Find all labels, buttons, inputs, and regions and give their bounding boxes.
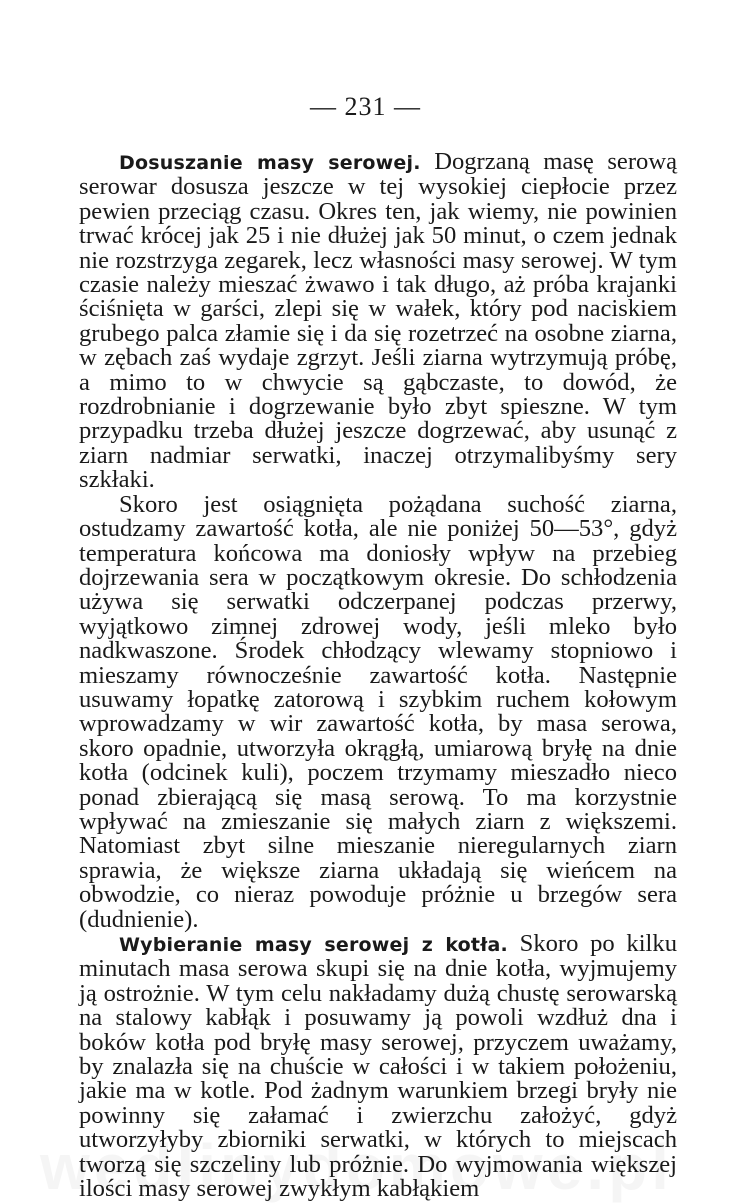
watermark-text bbox=[40, 1130, 673, 1204]
paragraph-cooling: Skoro jest osiągnięta pożądana suchość ziarna, ostudzamy zawartość kotła, ale nie poniżej 50—53°, gdyż temperatura końcowa ma doniosły wpływ na przebieg dojrzewania sera w początkowym okresie. Do schłodzenia używa się serwatki odczerpanej podczas przerwy, wyjątkowo zimnej zdrowej wody, jeśli mleko było nadkwaszone. Środek chłodzący wlewamy stopniowo i mieszamy równocześnie zawartość kotła. Następnie usuwamy łopatkę zatorową i szybkim ruchem kołowym wprowadzamy w wir zawartość kotła, by masa serowa, skoro opadnie, utworzyła okrągłą, umiarową bryłę na dnie kotła (odcinek kuli), poczem trzymamy mieszadło nieco ponad zbierającą się masą serową. To ma korzystnie wpływać na zmieszanie się małych ziarn z większemi. Natomiast zbyt silne mieszanie nieregularnych ziarn sprawia, że większe ziarna układają się wieńcem na obwodzie, co nieraz powoduje próżnie u brzegów sera (dudnienie). bbox=[79, 490, 677, 933]
section-heading-removal: Wybieranie masy serowej z kotła. bbox=[119, 934, 508, 956]
page-number: — 231 — bbox=[310, 92, 421, 121]
paragraph-drying-body: Dogrzaną masę serową serowar dosusza jeszcze w tej wysokiej ciepłocie przez pewien przeciąg czasu. Okres ten, jak wiemy, nie powinien trwać krócej jak 25 i nie dłużej jak 50 minut, o czem jednak nie rozstrzyga zegarek, lecz własności masy serowej. W tym czasie należy mieszać żwawo i tak długo, aż próba krajanki ściśnięta w garści, zlepi się w wałek, który pod naciskiem grubego palca złamie się i da się rozetrzeć na osobne ziarna, w zębach zaś wydaje zgrzyt. Jeśli ziarna wytrzymują próbę, a mimo to w chwycie są gąbczaste, to dowód, że rozdrobnianie i dogrzewanie było zbyt spieszne. W tym przypadku trzeba dłużej jeszcze dogrzewać, aby usunąć z ziarn nadmiar serwatki, inaczej otrzymalibyśmy sery szkłaki. bbox=[79, 148, 677, 494]
page-text bbox=[79, 150, 677, 1201]
section-heading-drying: Dosuszanie masy serowej. bbox=[119, 152, 421, 174]
paragraph-removal-body: Skoro po kilku minutach masa serowa skupi się na dnie kotła, wyjmujemy ją ostrożnie. W tym celu nakładamy dużą chustę serowarską na stalowy kabłąk i posuwamy ją powoli wzdłuż dna i boków kotła pod bryłę masy serowej, przyczem uważamy, by znalazła się na chuście w całości i w takiem położeniu, jakie ma w kotle. Pod żadnym warunkiem brzegi bryły nie powinny się załamać i zwierzchu założyć, gdyż utworzyłyby zbiorniki serwatki, w których to miejscach tworzą się szczeliny lub próżnie. Do wyjmowania większej ilości masy serowej zwykłym kabłąkiem bbox=[79, 930, 677, 1203]
paragraph-drying bbox=[79, 150, 677, 493]
